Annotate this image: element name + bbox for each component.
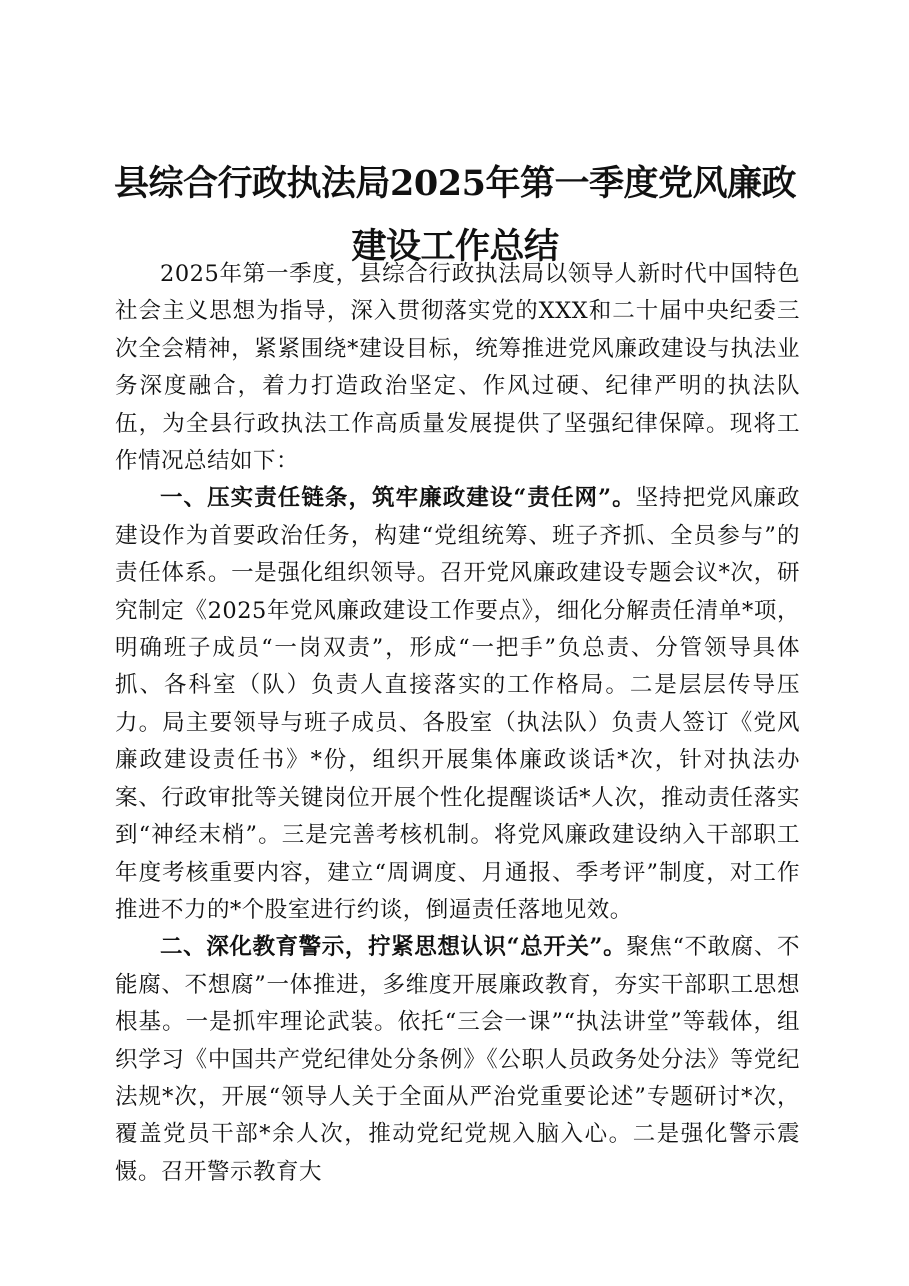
document-body [115, 256, 800, 1191]
section-1-heading: 一、压实责任链条，筑牢廉政建设“责任网”。 [160, 485, 636, 512]
section-2-body: 聚焦“不敢腐、不能腐、不想腐”一体推进，多维度开展廉政教育，夯实干部职工思想根基。一是抓牢理论武装。依托“三会一课”“执法讲堂”等载体，组织学习《中国共产党纪律处分条例》《公职人员政务处分法》等党纪法规*次，开展“领导人关于全面从严治党重要论述”专题研讨*次，覆盖党员干部*余人次，推动党纪党规入脑入心。二是强化警示震慑。召开警示教育大 [115, 934, 800, 1185]
section-1-paragraph [115, 480, 800, 929]
title-line-2: 建设工作总结 [351, 226, 559, 267]
section-1-body: 坚持把党风廉政建设作为首要政治任务，构建“党组统筹、班子齐抓、全员参与”的责任体系。一是强化组织领导。召开党风廉政建设专题会议*次，研究制定《2025年党风廉政建设工作要点》，细化分解责任清单*项，明确班子成员“一岗双责”，形成“一把手”负总责、分管领导具体抓、各科室（队）负责人直接落实的工作格局。二是层层传导压力。局主要领导与班子成员、各股室（执法队）负责人签订《党风廉政建设责任书》*份，组织开展集体廉政谈话*次，针对执法办案、行政审批等关键岗位开展个性化提醒谈话*人次，推动责任落实到“神经末梢”。三是完善考核机制。将党风廉政建设纳入干部职工年度考核重要内容，建立“周调度、月通报、季考评”制度，对工作推进不力的*个股室进行约谈，倒逼责任落地见效。 [115, 485, 800, 923]
intro-paragraph: 2025年第一季度，县综合行政执法局以领导人新时代中国特色社会主义思想为指导，深入贯彻落实党的XXX和二十届中央纪委三次全会精神，紧紧围绕*建设目标，统筹推进党风廉政建设与执法业务深度融合，着力打造政治坚定、作风过硬、纪律严明的执法队伍，为全县行政执法工作高质量发展提供了坚强纪律保障。现将工作情况总结如下： [115, 261, 800, 475]
title-line-1: 县综合行政执法局2025年第一季度党风廉政 [114, 163, 796, 204]
section-2-heading: 二、深化教育警示，拧紧思想认识“总开关”。 [160, 934, 627, 961]
section-2-paragraph [115, 929, 800, 1191]
